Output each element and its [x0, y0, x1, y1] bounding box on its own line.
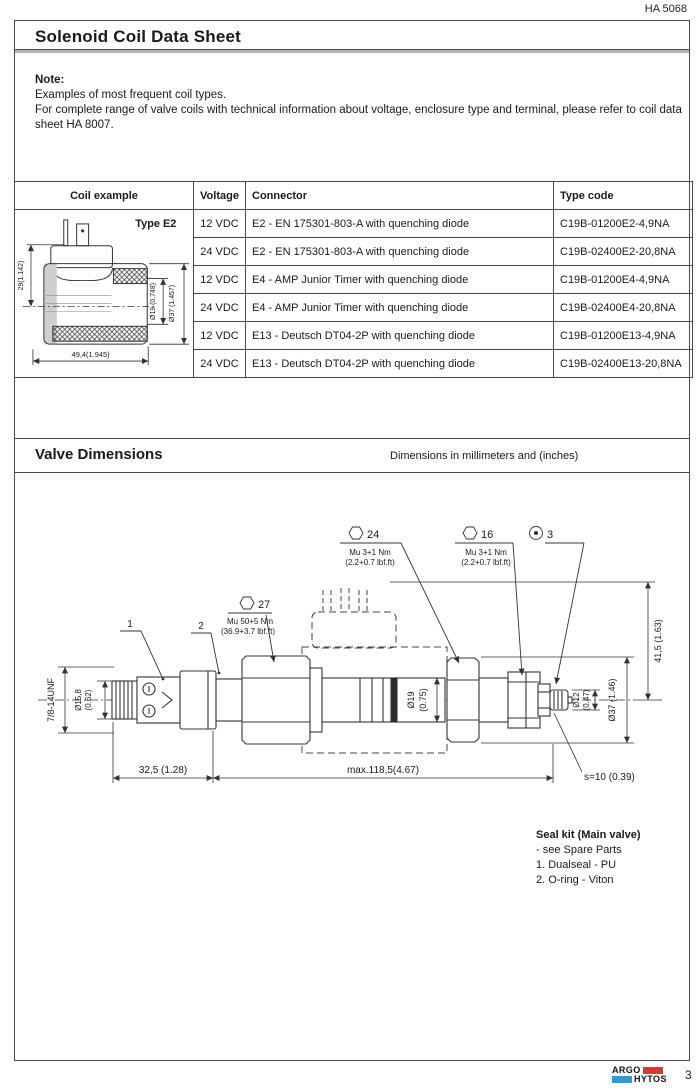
dim-thread: 7/8-14UNF	[46, 677, 56, 723]
type-code-cell: C19B-02400E2-20,8NA	[554, 238, 693, 266]
type-code-cell: C19B-01200E2-4,9NA	[554, 210, 693, 238]
connector-cell: E4 - AMP Junior Timer with quenching diode	[246, 294, 554, 322]
dim-len-max: max.118,5(4.67)	[346, 765, 420, 776]
callout-24-torque-in: (2.2+0.7 lbf.ft)	[345, 558, 395, 567]
brand-top-text: ARGO	[612, 1065, 641, 1075]
callout-24	[340, 527, 459, 663]
seal-kit-heading: Seal kit (Main valve)	[536, 829, 641, 841]
dim-d19: Ø19	[406, 691, 416, 709]
callout-27-torque: Mu 50+5 Nm	[226, 617, 274, 626]
seal-kit-line: - see Spare Parts	[536, 844, 622, 856]
voltage-cell: 12 VDC	[194, 266, 246, 294]
callout-27-number: 27	[258, 599, 271, 611]
voltage-cell: 12 VDC	[194, 322, 246, 350]
page-title: Solenoid Coil Data Sheet	[35, 27, 241, 46]
valve-dimensions-title: Valve Dimensions	[35, 446, 163, 463]
brand-bottom-text: HYTOS	[634, 1074, 667, 1084]
voltage-cell: 24 VDC	[194, 350, 246, 378]
type-code-cell: C19B-01200E4-4,9NA	[554, 266, 693, 294]
voltage-cell: 24 VDC	[194, 238, 246, 266]
connector-cell: E13 - Deutsch DT04-2P with quenching diode	[246, 322, 554, 350]
col-header-voltage: Voltage	[194, 182, 246, 210]
dim-d158: Ø15,8	[74, 689, 83, 711]
coil-dim-d19: Ø19 (0.748)	[150, 282, 158, 320]
item-1-label: 1	[127, 619, 133, 630]
coil-drawing	[15, 210, 193, 371]
callout-16-torque-in: (2.2+0.7 lbf.ft)	[461, 558, 511, 567]
note-heading: Note:	[35, 74, 65, 86]
seal-kit-line: 1. Dualseal - PU	[536, 859, 617, 871]
col-header-coil-example: Coil example	[15, 182, 194, 210]
coil-connector	[51, 220, 113, 281]
col-header-connector: Connector	[246, 182, 554, 210]
dim-s10: s=10 (0.39)	[584, 772, 635, 783]
seal-kit-line: 2. O-ring - Viton	[536, 874, 614, 886]
callout-27	[221, 597, 275, 662]
dim-d12: Ø12	[572, 692, 581, 708]
voltage-cell: 12 VDC	[194, 210, 246, 238]
coil-example-cell	[15, 210, 194, 378]
section-valve-header	[15, 438, 689, 473]
coil-dim-height: 29(1.142)	[18, 260, 26, 291]
coil-dim-width: 49,4(1.945)	[71, 350, 110, 360]
dim-d12-in: (0.47)	[582, 689, 591, 711]
item-2-label: 2	[198, 621, 204, 632]
callout-16-torque: Mu 3+1 Nm	[465, 548, 507, 557]
coil-type-label: Type E2	[135, 217, 177, 230]
argo-hytos-logo	[612, 1066, 667, 1084]
seal-kit-note	[536, 828, 686, 888]
type-code-cell: C19B-01200E13-4,9NA	[554, 322, 693, 350]
callout-16	[455, 527, 522, 675]
dim-len-left: 32,5 (1.28)	[138, 765, 188, 776]
note-block	[35, 73, 685, 133]
type-code-cell: C19B-02400E4-20,8NA	[554, 294, 693, 322]
note-line: For complete range of valve coils with technical information about voltage, enclosure type and terminal, please refer to coil data sheet HA 8007.	[35, 104, 682, 131]
dim-d19-in: (0.75)	[418, 688, 428, 712]
table-row	[15, 210, 693, 238]
note-line: Examples of most frequent coil types.	[35, 89, 227, 101]
dim-h41: 41,5 (1.63)	[653, 619, 663, 663]
connector-cell: E2 - EN 175301-803-A with quenching diode	[246, 238, 554, 266]
callout-24-number: 24	[367, 529, 380, 541]
coil-envelope-dashed	[302, 588, 447, 753]
table-header-row	[15, 182, 693, 210]
voltage-cell: 24 VDC	[194, 294, 246, 322]
callout-16-number: 16	[481, 529, 494, 541]
page-number: 3	[685, 1068, 692, 1082]
coil-body	[23, 264, 156, 345]
callout-24-torque: Mu 3+1 Nm	[349, 548, 391, 557]
section-coil-header	[15, 21, 689, 50]
type-code-cell: C19B-02400E13-20,8NA	[554, 350, 693, 378]
brand-blue-block	[612, 1076, 632, 1083]
callout-27-torque-in: (36.9+3.7 lbf.ft)	[220, 627, 276, 636]
coil-dim-d37: Ø37 (1.457)	[169, 284, 177, 322]
col-header-type-code: Type code	[554, 182, 693, 210]
doc-code: HA 5068	[644, 3, 687, 15]
dim-d158-in: (0.62)	[84, 689, 93, 711]
coil-table	[14, 181, 693, 378]
connector-cell: E4 - AMP Junior Timer with quenching diode	[246, 266, 554, 294]
dim-d37: Ø37 (1.46)	[607, 678, 617, 722]
units-note: Dimensions in millimeters and (inches)	[390, 450, 579, 462]
brand-red-block	[643, 1067, 663, 1074]
callout-3	[530, 527, 585, 685]
valve-body	[38, 656, 640, 744]
title-rule	[15, 50, 689, 53]
callout-3-number: 3	[547, 529, 554, 541]
connector-cell: E13 - Deutsch DT04-2P with quenching diode	[246, 350, 554, 378]
connector-cell: E2 - EN 175301-803-A with quenching diode	[246, 210, 554, 238]
